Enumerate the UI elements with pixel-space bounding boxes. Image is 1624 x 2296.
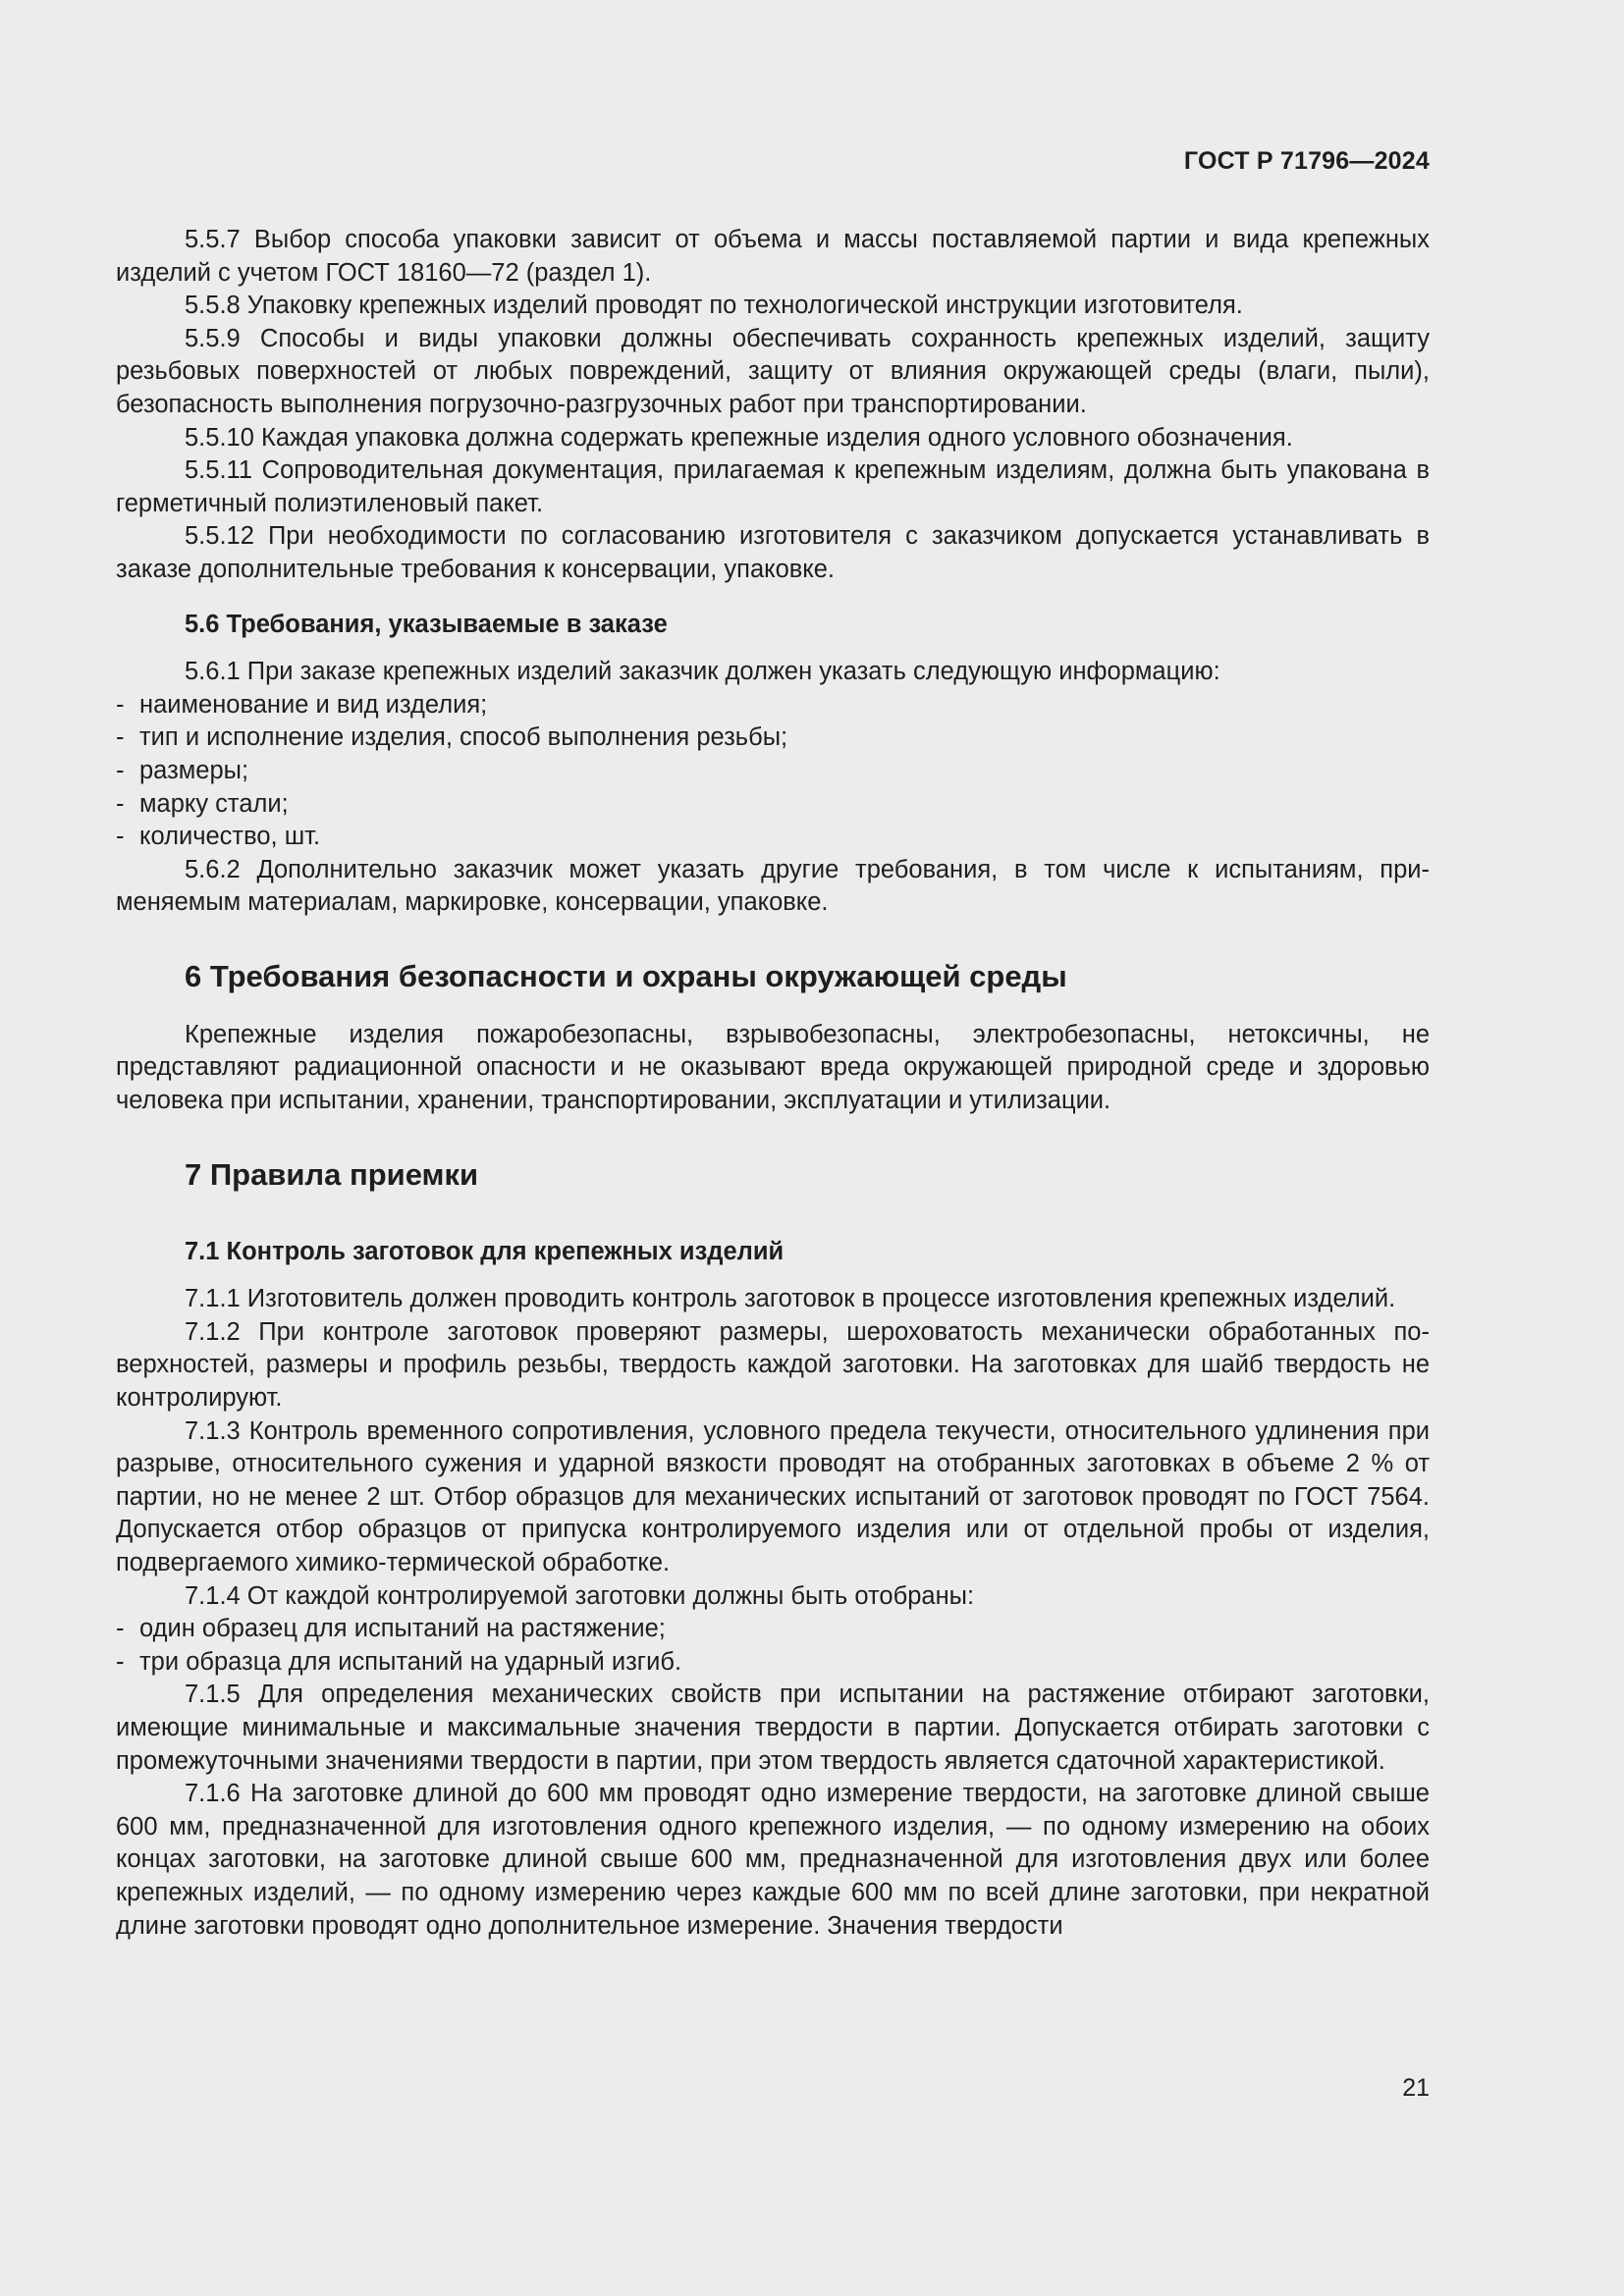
paragraph-7-1-1: 7.1.1 Изготовитель должен проводить контроль заготовок в процессе изготовления крепежных изделий. bbox=[185, 1285, 1396, 1313]
list-dash: - bbox=[116, 1615, 125, 1643]
list-item-text: марку стали; bbox=[139, 789, 289, 818]
list-dash: - bbox=[116, 1647, 125, 1676]
list-item bbox=[116, 755, 1430, 788]
paragraph-7-1-6: 7.1.6 На заготовке длиной до 600 мм проводят одно измерение твердости, на заготовке длиной свыше 600 мм, предназначенной для изготовления одного крепежного изделия, — по одному измерению на обоих концах заготовки, на заготовке длиной свыше 600 мм, предназначенной для изготовления двух или более крепежных изделий, — по одному измерению через каждые 600 мм по всей длине заготовки, при некратной длине заготовки проводят одно дополнительное измерение. Значения твердости bbox=[116, 1780, 1430, 1940]
paragraph-5-5-11: 5.5.11 Сопроводительная документация, прилагаемая к крепежным изделиям, должна быть упакована в герметичный полиэтиленовый пакет. bbox=[116, 456, 1430, 517]
list-dash: - bbox=[116, 723, 125, 752]
paragraph-5-6-1: 5.6.1 При заказе крепежных изделий заказчик должен указать следующую информацию: bbox=[185, 658, 1220, 686]
list-item-text: три образца для испытаний на ударный изгиб. bbox=[139, 1647, 682, 1676]
list-item-text: количество, шт. bbox=[139, 823, 321, 851]
heading-5-6: 5.6 Требования, указываемые в заказе bbox=[185, 610, 668, 638]
heading-section-7: 7 Правила приемки bbox=[185, 1156, 479, 1192]
list-item bbox=[116, 821, 1430, 854]
paragraph-7-1-2: 7.1.2 При контроле заготовок проверяют размеры, шероховатость механически обработанных поверхностей, размеры и профиль резьбы, твердость каждой заготовки. На заготовках для шайб твердость не контролируют. bbox=[116, 1317, 1430, 1413]
list-item bbox=[116, 788, 1430, 822]
list-dash: - bbox=[116, 690, 125, 719]
page-content bbox=[116, 224, 1430, 1943]
paragraph-5-5-9: 5.5.9 Способы и виды упаковки должны обеспечивать сохранность крепежных изделий, защиту резьбовых поверхностей от любых повреждений, защиту от влияния окружающей среды (влаги, пыли), безопасность выполнения погрузочно-разгрузочных работ при транспортировании. bbox=[116, 324, 1430, 418]
document-page bbox=[116, 0, 1430, 2296]
list-item bbox=[116, 1613, 1430, 1646]
heading-7-1: 7.1 Контроль заготовок для крепежных изделий bbox=[185, 1237, 785, 1265]
document-header: ГОСТ Р 71796—2024 bbox=[1183, 147, 1430, 175]
list-dash: - bbox=[116, 756, 125, 784]
heading-section-6: 6 Требования безопасности и охраны окружающей среды bbox=[185, 958, 1067, 993]
list-item-text: наименование и вид изделия; bbox=[139, 690, 488, 719]
page-number: 21 bbox=[1402, 2074, 1430, 2102]
paragraph-section-6: Крепежные изделия пожаробезопасны, взрывобезопасны, электробезопасны, нетоксичны, не представляют радиационной опасности и не оказывают вреда окружающей природной среде и здоровью человека при испытании, хранении, транспортировании, эксплуатации и утилизации. bbox=[116, 1020, 1430, 1115]
list-dash: - bbox=[116, 823, 125, 851]
paragraph-5-6-2: 5.6.2 Дополнительно заказчик может указать другие требования, в том числе к испытаниям, применяемым материалам, маркировке, консервации, упаковке. bbox=[116, 855, 1430, 917]
paragraph-5-5-8: 5.5.8 Упаковку крепежных изделий проводят по технологической инструкции изготовителя. bbox=[185, 292, 1243, 320]
list-item bbox=[116, 689, 1430, 722]
list-item-text: один образец для испытаний на растяжение; bbox=[139, 1615, 666, 1643]
paragraph-7-1-4: 7.1.4 От каждой контролируемой заготовки должны быть отобраны: bbox=[185, 1581, 975, 1610]
list-item-text: размеры; bbox=[139, 756, 249, 784]
list-dash: - bbox=[116, 789, 125, 818]
paragraph-7-1-3: 7.1.3 Контроль временного сопротивления, условного предела текучести, относительного удлинения при разрыве, относительного сужения и ударной вязкости проводят на отобранных заготовках в объеме 2 % от партии, но не менее 2 шт. Отбор образцов для механических испытаний от заготовок проводят по ГОСТ 7564. Допускается отбор образцов от припуска контролируемого изделия или от отдельной пробы от изделия, подвергаемого химико-термической обработке. bbox=[116, 1416, 1430, 1576]
paragraph-5-5-12: 5.5.12 При необходимости по согласованию изготовителя с заказчиком допускается устанавливать в заказе дополнительные требования к консервации, упаковке. bbox=[116, 522, 1430, 583]
list-item-text: тип и исполнение изделия, способ выполнения резьбы; bbox=[139, 723, 788, 752]
paragraph-5-5-7: 5.5.7 Выбор способа упаковки зависит от объема и массы поставляемой партии и вида крепежных изделий с учетом ГОСТ 18160—72 (раздел 1). bbox=[116, 226, 1430, 287]
paragraph-5-5-10: 5.5.10 Каждая упаковка должна содержать крепежные изделия одного условного обозначения. bbox=[185, 423, 1293, 452]
list-item bbox=[116, 721, 1430, 755]
list-item bbox=[116, 1646, 1430, 1680]
paragraph-7-1-5: 7.1.5 Для определения механических свойств при испытании на растяжение отбирают заготовки, имеющие минимальные и максимальные значения твердости в партии. Допускается отбирать заготовки с промежуточными значениями твердости в партии, при этом твердость является сдаточной характеристикой. bbox=[116, 1681, 1430, 1775]
